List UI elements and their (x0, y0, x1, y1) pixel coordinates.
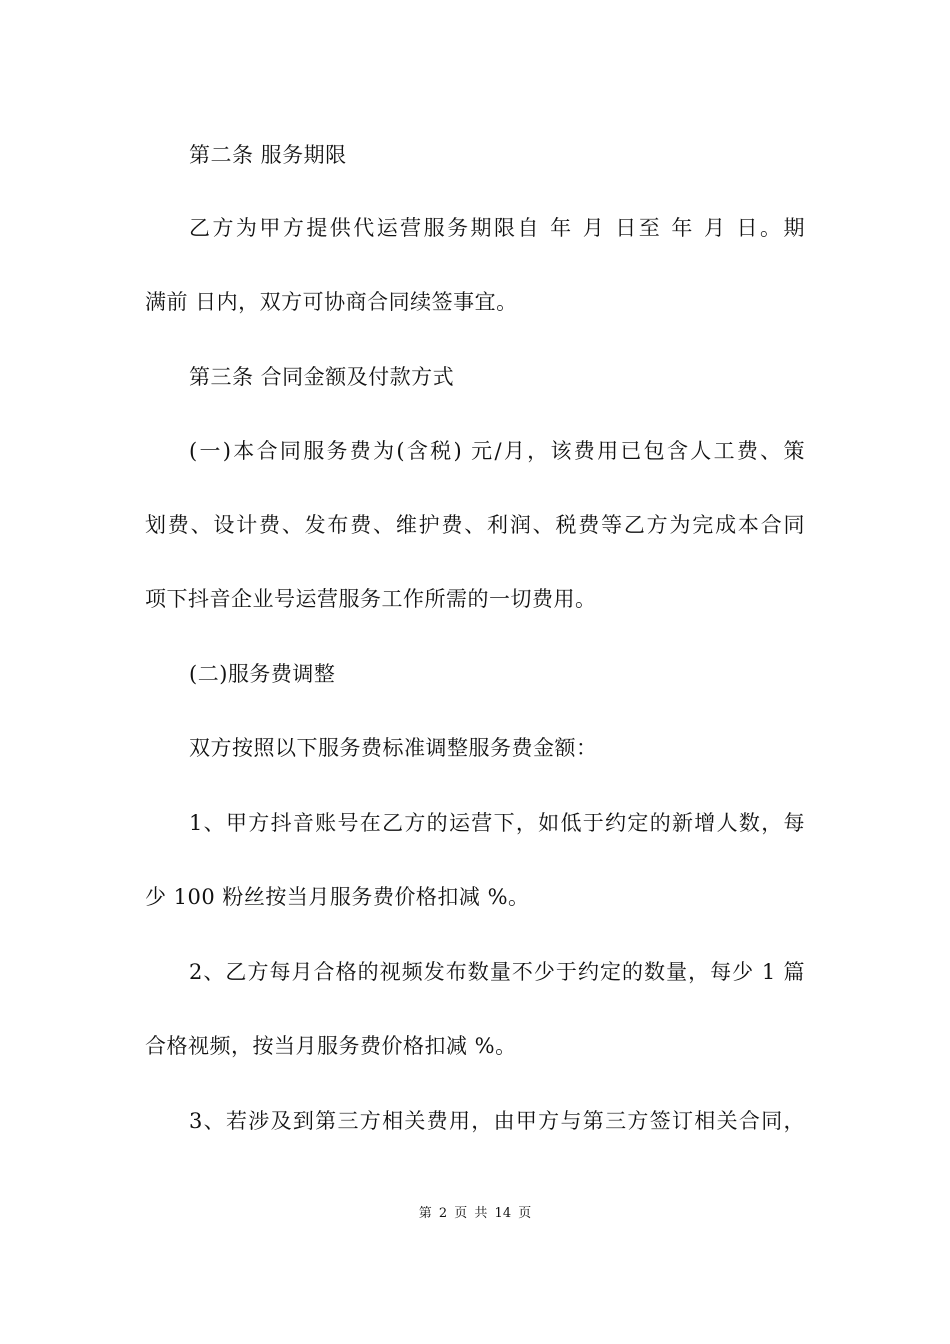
sub-heading: (二)服务费调整 (189, 662, 336, 686)
list-item-line: 1、甲方抖音账号在乙方的运营下，如低于约定的新增人数，每 (189, 811, 805, 835)
article-2-heading: 第二条 服务期限 (189, 143, 347, 167)
paragraph-line: 双方按照以下服务费标准调整服务费金额： (189, 736, 598, 760)
paragraph-line: 项下抖音企业号运营服务工作所需的一切费用。 (145, 587, 597, 611)
paragraph-line: 划费、设计费、发布费、维护费、利润、税费等乙方为完成本合同 (145, 513, 805, 537)
paragraph-line: 乙方为甲方提供代运营服务期限自 年 月 日至 年 月 日。期 (189, 216, 805, 240)
page-number-footer: 第 2 页 共 14 页 (418, 1206, 532, 1221)
paragraph-line: 满前 日内，双方可协商合同续签事宜。 (145, 290, 518, 314)
article-3-heading: 第三条 合同金额及付款方式 (189, 365, 455, 389)
list-item-line: 少 100 粉丝按当月服务费价格扣减 %。 (145, 885, 530, 909)
list-item-line: 3、若涉及到第三方相关费用，由甲方与第三方签订相关合同， (189, 1109, 805, 1133)
paragraph-line: (一)本合同服务费为(含税) 元/月，该费用已包含人工费、策 (189, 439, 805, 463)
list-item-line: 2、乙方每月合格的视频发布数量不少于约定的数量，每少 1 篇 (189, 960, 805, 984)
list-item-line: 合格视频，按当月服务费价格扣减 %。 (145, 1034, 517, 1058)
